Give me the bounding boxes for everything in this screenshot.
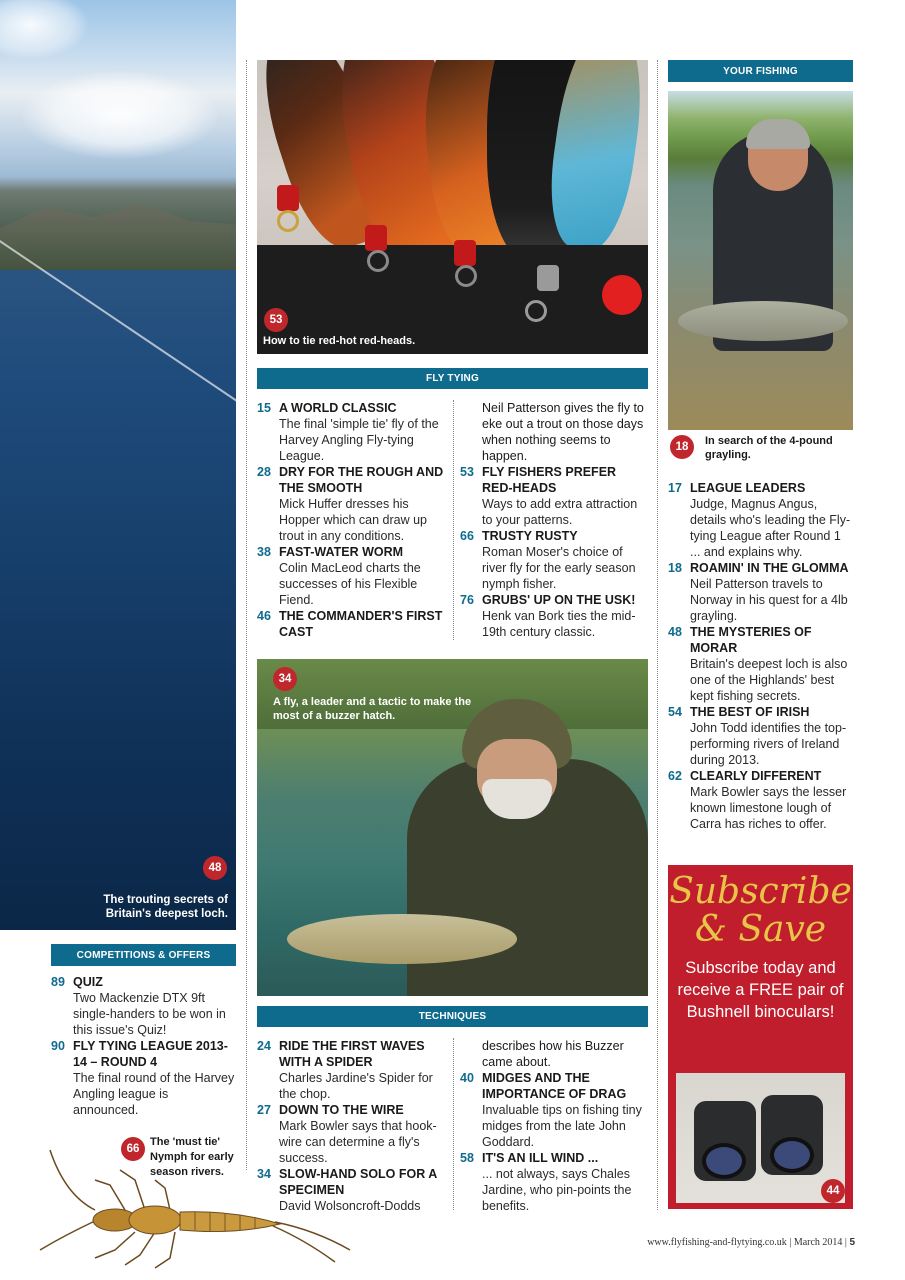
list-item[interactable] bbox=[257, 608, 449, 640]
article-title: THE MYSTERIES OF MORAR bbox=[690, 625, 812, 655]
article-title: DOWN TO THE WIRE bbox=[279, 1103, 404, 1117]
article-desc: Ways to add extra attraction to your patterns. bbox=[482, 497, 638, 527]
article-title: CLEARLY DIFFERENT bbox=[690, 769, 822, 783]
page-number: 54 bbox=[668, 705, 682, 719]
techniques-col2 bbox=[460, 1038, 648, 1214]
article-title: SLOW-HAND SOLO FOR A SPECIMEN bbox=[279, 1167, 437, 1197]
article-desc: John Todd identifies the top-performing rivers of Ireland during 2013. bbox=[690, 721, 847, 767]
cloud bbox=[20, 70, 220, 160]
footer-issue: March 2014 bbox=[793, 1237, 843, 1248]
photo-caption: The 'must tie' Nymph for early season rivers. bbox=[150, 1136, 234, 1178]
page-badge[interactable]: 18 bbox=[670, 435, 694, 459]
page-number: 53 bbox=[460, 465, 474, 479]
article-title: MIDGES AND THE IMPORTANCE OF DRAG bbox=[482, 1071, 627, 1101]
page-number: 38 bbox=[257, 545, 271, 559]
page-number: 17 bbox=[668, 481, 682, 495]
subscribe-pitch: Subscribe today and receive a FREE pair of Bushnell binoculars! bbox=[677, 959, 844, 1021]
article-title: GRUBS' UP ON THE USK! bbox=[482, 593, 636, 607]
techniques-col1 bbox=[257, 1038, 449, 1214]
list-item[interactable] bbox=[668, 624, 854, 704]
page-number: 15 bbox=[257, 401, 271, 415]
article-desc: Henk van Bork ties the mid-19th century classic. bbox=[482, 609, 636, 639]
subscribe-promo[interactable] bbox=[668, 865, 853, 1209]
column-divider bbox=[453, 400, 454, 640]
your-fishing-list bbox=[668, 480, 854, 832]
competitions-list bbox=[51, 974, 237, 1118]
save-heading: & Save bbox=[694, 909, 827, 950]
article-title: TRUSTY RUSTY bbox=[482, 529, 578, 543]
article-title: FLY FISHERS PREFER RED-HEADS bbox=[482, 465, 617, 495]
list-item[interactable] bbox=[257, 464, 449, 544]
list-item[interactable] bbox=[460, 1150, 648, 1214]
article-title: DRY FOR THE ROUGH AND THE SMOOTH bbox=[279, 465, 444, 495]
page-number: 46 bbox=[257, 609, 271, 623]
column-divider bbox=[246, 60, 247, 1170]
footer-url[interactable]: www.flyfishing-and-flytying.co.uk bbox=[647, 1237, 787, 1248]
photo-caption: In search of the 4-pound grayling. bbox=[705, 435, 833, 461]
list-item[interactable] bbox=[257, 1166, 449, 1214]
list-item[interactable] bbox=[257, 544, 449, 608]
subscribe-heading: Subscribe bbox=[669, 871, 852, 912]
section-header-your-fishing: YOUR FISHING bbox=[668, 60, 853, 82]
loch-photo bbox=[0, 0, 236, 930]
cloud bbox=[0, 0, 90, 60]
article-desc: Colin MacLeod charts the successes of his Flexible Fiend. bbox=[279, 561, 421, 607]
photo-caption: How to tie red-hot red-heads. bbox=[263, 335, 416, 347]
page-number: 89 bbox=[51, 975, 65, 989]
page-number: 48 bbox=[668, 625, 682, 639]
article-desc: Mark Bowler says the lesser known limestone lough of Carra has riches to offer. bbox=[690, 785, 847, 831]
article-title: THE BEST OF IRISH bbox=[690, 705, 810, 719]
fly-tying-col2 bbox=[460, 400, 648, 640]
article-desc: Mick Huffer dresses his Hopper which can draw up trout in any conditions. bbox=[279, 497, 427, 543]
page-number: 34 bbox=[257, 1167, 271, 1181]
list-item[interactable] bbox=[460, 464, 648, 528]
list-item[interactable] bbox=[460, 528, 648, 592]
article-desc: The final 'simple tie' fly of the Harvey Angling Fly-tying League. bbox=[279, 417, 439, 463]
list-item[interactable] bbox=[257, 1102, 449, 1166]
page-number: 90 bbox=[51, 1039, 65, 1053]
article-title: IT'S AN ILL WIND ... bbox=[482, 1151, 599, 1165]
column-divider bbox=[453, 1038, 454, 1210]
article-desc: Roman Moser's choice of river fly for the early season nymph fisher. bbox=[482, 545, 636, 591]
list-item[interactable] bbox=[257, 1038, 449, 1102]
page-number: 76 bbox=[460, 593, 474, 607]
page-number: 66 bbox=[460, 529, 474, 543]
article-desc: describes how his Buzzer came about. bbox=[482, 1039, 624, 1069]
article-desc: Two Mackenzie DTX 9ft single-handers to be won in this issue's Quiz! bbox=[73, 991, 226, 1037]
list-item[interactable] bbox=[51, 974, 237, 1038]
article-desc: Britain's deepest loch is also one of the Highlands' best kept fishing secrets. bbox=[690, 657, 848, 703]
list-item[interactable] bbox=[51, 1038, 237, 1118]
page-number-footer: 5 bbox=[849, 1237, 855, 1248]
page-number: 28 bbox=[257, 465, 271, 479]
article-title: THE COMMANDER'S FIRST CAST bbox=[279, 609, 443, 639]
page-badge[interactable]: 48 bbox=[203, 856, 227, 880]
article-title: QUIZ bbox=[73, 975, 103, 989]
page-badge[interactable]: 66 bbox=[121, 1137, 145, 1161]
page-number: 62 bbox=[668, 769, 682, 783]
list-item[interactable] bbox=[668, 560, 854, 624]
article-title: FLY TYING LEAGUE 2013-14 – ROUND 4 bbox=[73, 1039, 228, 1069]
article-title: RIDE THE FIRST WAVES WITH A SPIDER bbox=[279, 1039, 425, 1069]
article-desc: Neil Patterson travels to Norway in his quest for a 4lb grayling. bbox=[690, 577, 848, 623]
article-title: A WORLD CLASSIC bbox=[279, 401, 397, 415]
article-title: LEAGUE LEADERS bbox=[690, 481, 806, 495]
article-title: FAST-WATER WORM bbox=[279, 545, 404, 559]
article-desc: The final round of the Harvey Angling league is announced. bbox=[73, 1071, 235, 1117]
grayling-photo bbox=[668, 91, 853, 430]
article-desc: Invaluable tips on fishing tiny midges from the late John Goddard. bbox=[482, 1103, 642, 1149]
article-desc: David Wolsoncroft-Dodds bbox=[279, 1199, 421, 1213]
page-badge[interactable]: 53 bbox=[264, 308, 288, 332]
page-badge: 44 bbox=[821, 1179, 845, 1203]
list-item[interactable] bbox=[460, 592, 648, 640]
photo-caption: A fly, a leader and a tactic to make the most of a buzzer hatch. bbox=[273, 696, 472, 722]
list-item[interactable] bbox=[668, 480, 854, 560]
page-number: 27 bbox=[257, 1103, 271, 1117]
column-divider bbox=[657, 60, 658, 1210]
page-footer: www.flyfishing-and-flytying.co.uk | March 2014 | 5 bbox=[647, 1237, 855, 1248]
list-item[interactable] bbox=[460, 1070, 648, 1150]
fly-tying-col1 bbox=[257, 400, 449, 640]
article-desc: ... not always, says Chales Jardine, who pin-points the benefits. bbox=[482, 1167, 632, 1213]
page-number: 18 bbox=[668, 561, 682, 575]
page-number: 40 bbox=[460, 1071, 474, 1085]
binoculars-image bbox=[676, 1073, 845, 1203]
section-header-fly-tying: FLY TYING bbox=[257, 368, 648, 389]
page-badge[interactable]: 34 bbox=[273, 667, 297, 691]
article-desc: Neil Patterson gives the fly to eke out a trout on those days when nothing seems to happen. bbox=[482, 401, 644, 463]
page-number: 58 bbox=[460, 1151, 474, 1165]
fly-photo bbox=[257, 60, 648, 354]
list-item[interactable] bbox=[668, 768, 854, 832]
list-item[interactable] bbox=[257, 400, 449, 464]
hills bbox=[0, 200, 236, 270]
article-desc: Mark Bowler says that hook-wire can determine a fly's success. bbox=[279, 1119, 437, 1165]
photo-caption: The trouting secrets of Britain's deepest loch. bbox=[103, 894, 228, 920]
list-item[interactable] bbox=[668, 704, 854, 768]
article-desc: Charles Jardine's Spider for the chop. bbox=[279, 1071, 433, 1101]
page-number: 24 bbox=[257, 1039, 271, 1053]
article-title: ROAMIN' IN THE GLOMMA bbox=[690, 561, 849, 575]
article-desc: Judge, Magnus Angus, details who's leading the Fly-tying League after Round 1 ... and explains why. bbox=[690, 497, 851, 559]
section-header-techniques: TECHNIQUES bbox=[257, 1006, 648, 1027]
section-header-competitions: COMPETITIONS & OFFERS bbox=[51, 944, 236, 966]
